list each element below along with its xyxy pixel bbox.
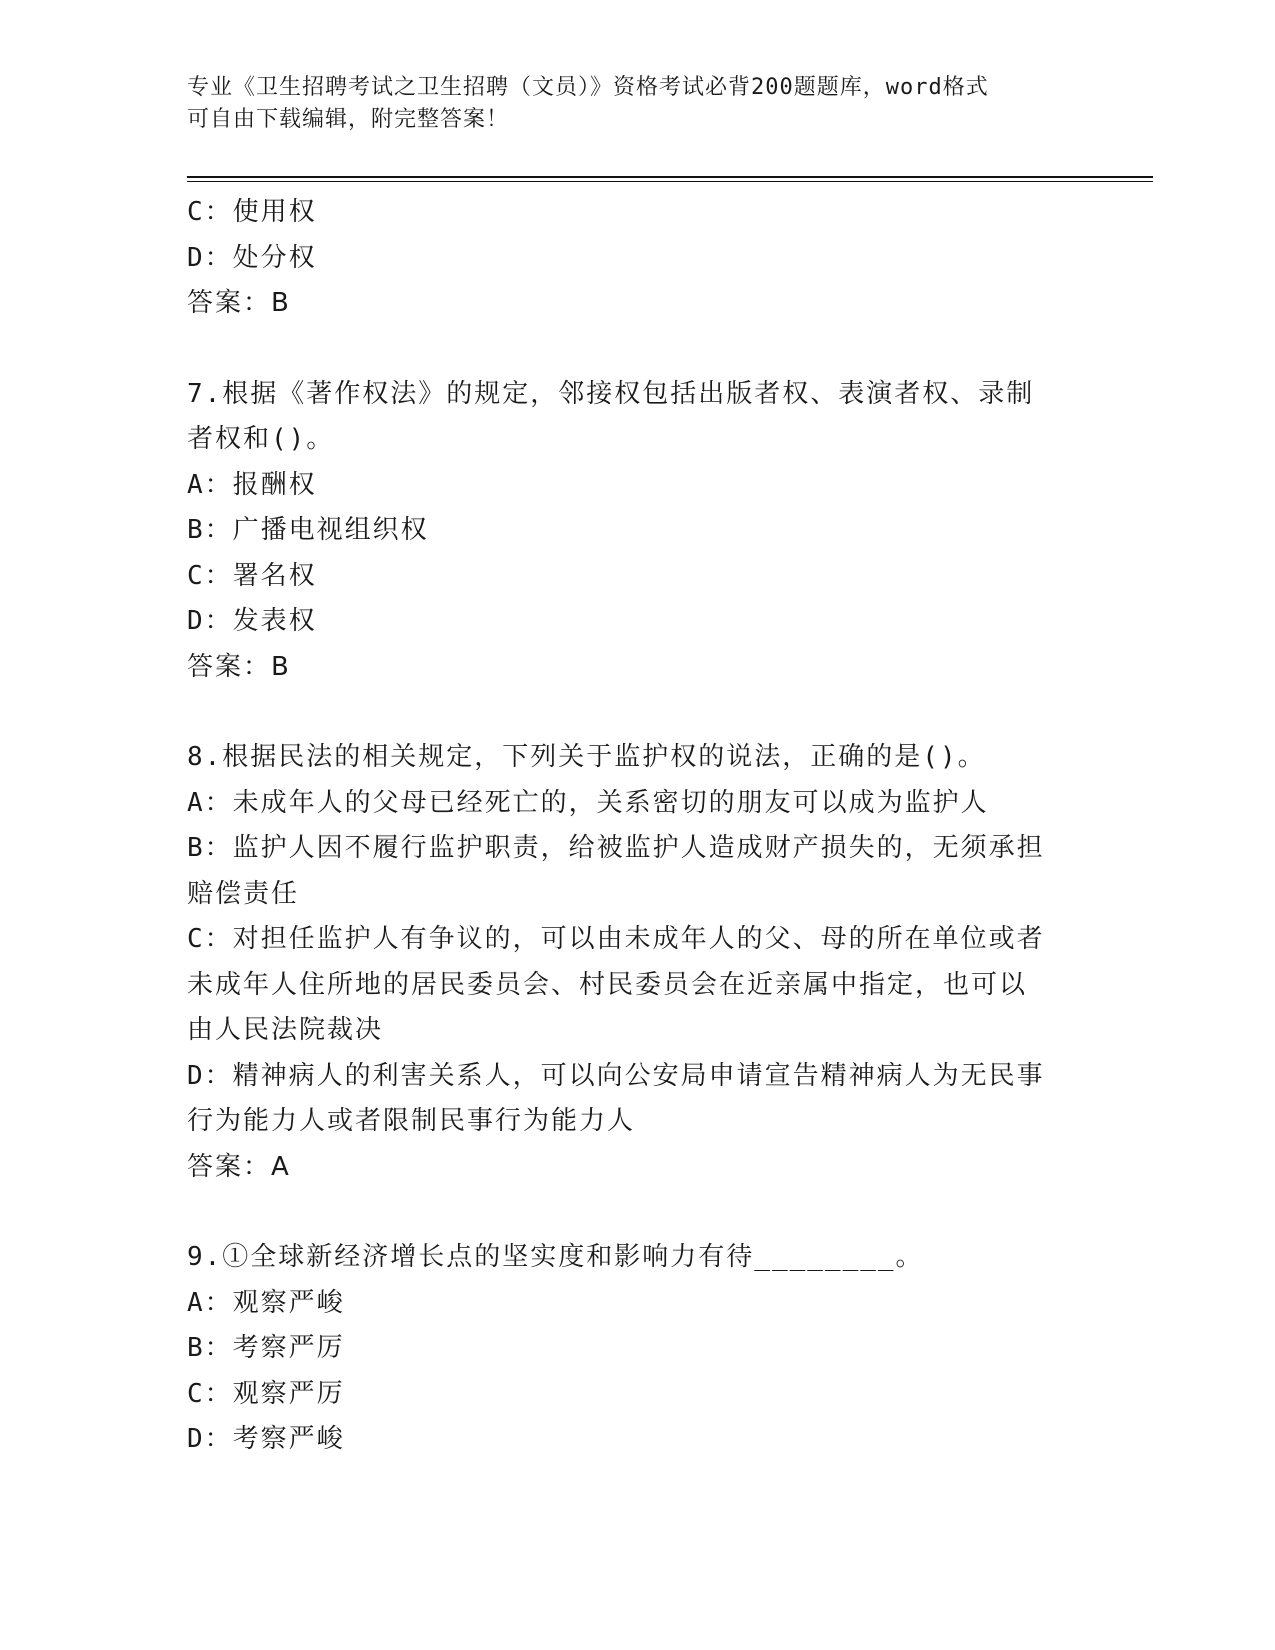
header-rule-thin [187,181,1153,182]
option-c: C：对担任监护人有争议的，可以由未成年人的父、母的所在单位或者 [187,924,1045,954]
answer-line: 答案：B [187,651,291,682]
option-d: D：考察严峻 [187,1424,345,1454]
header-line-2: 可自由下载编辑，附完整答案！ [187,107,510,132]
option-d: D：精神病人的利害关系人，可以向公安局申请宣告精神病人为无民事 [187,1060,1045,1091]
option-b: B：考察严厉 [187,1333,345,1363]
option-d-continued: 行为能力人或者限制民事行为能力人 [187,1106,636,1136]
option-a: A：报酬权 [187,469,317,500]
previous-question-tail [187,190,1087,327]
question-9 [187,1235,1087,1463]
option-c: C：署名权 [187,560,317,591]
option-d: D：发表权 [187,606,317,636]
question-stem: 8.根据民法的相关规定，下列关于监护权的说法，正确的是()。 [187,742,986,772]
answer-line: 答案：B [187,288,291,318]
question-stem: 9.①全球新经济增长点的坚实度和影响力有待________。 [187,1242,924,1272]
answer-line: 答案：A [187,1151,291,1182]
option-b: B：监护人因不履行监护职责，给被监护人造成财产损失的，无须承担 [187,833,1045,863]
option-c: C：观察严厉 [187,1378,345,1409]
question-stem: 7.根据《著作权法》的规定，邻接权包括出版者权、表演者权、录制 [187,378,1035,409]
document-header [187,72,1067,136]
option-a: A：观察严峻 [187,1287,345,1318]
option-c-continued: 由人民法院裁决 [187,1015,384,1045]
option-a: A：未成年人的父母已经死亡的，关系密切的朋友可以成为监护人 [187,787,989,818]
question-content [187,190,1087,1463]
question-7 [187,372,1087,691]
header-rule-thick [187,176,1153,178]
question-8 [187,735,1087,1190]
option-b-continued: 赔偿责任 [187,878,300,909]
header-line-1: 专业《卫生招聘考试之卫生招聘（文员）》资格考试必背200题题库，word格式 [187,75,989,100]
option-b: B：广播电视组织权 [187,515,429,545]
option-c: C：使用权 [187,197,317,227]
question-stem: 者权和()。 [187,424,335,454]
option-c-continued: 未成年人住所地的居民委员会、村民委员会在近亲属中指定，也可以 [187,969,1028,1000]
option-d: D：处分权 [187,242,317,273]
